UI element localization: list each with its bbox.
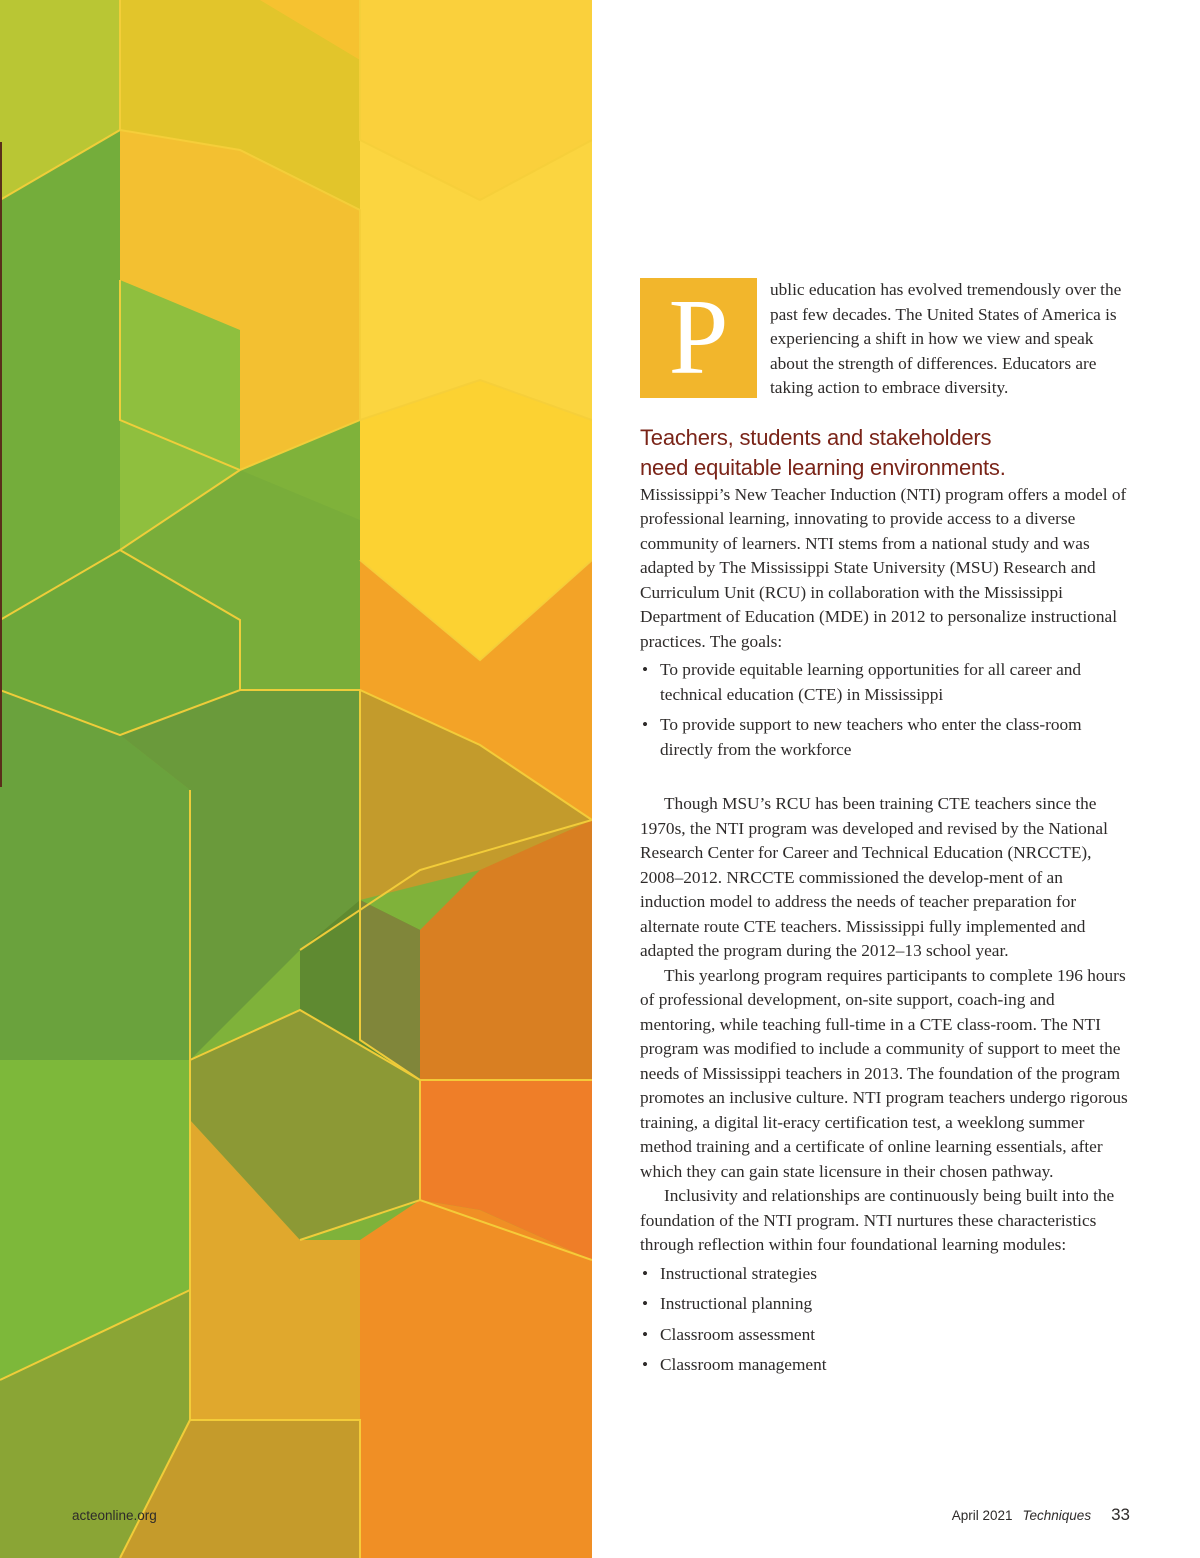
body-paragraph-3: This yearlong program requires participants to complete 196 hours of professional development, on-site support, coach-ing and mentoring, while teaching full-time in a CTE class-room. The NTI program was modified to include a community of support to meet the needs of Mississippi teachers in 2013. The foundation of the program promotes an inclusive culture. NTI program teachers undergo rigorous training, a digital lit-eracy certification test, a weeklong summer method training and a certificate of online learning essentials, after which they can gain state licensure in their chosen pathway. <box>640 965 1128 1181</box>
modules-list <box>640 1262 1130 1378</box>
body-paragraph-4: Inclusivity and relationships are continuously being built into the foundation of the NTI program. NTI nurtures these characteristics through reflection within four foundational learning modules: <box>640 1186 1115 1254</box>
intro-paragraph: ublic education has evolved tremendously over the past few decades. The United States of America is experiencing a shift in how we view and speak about the strength of differences. Educators are taking action to embrace diversity. <box>770 280 1122 397</box>
footer-magazine-name: Techniques <box>1022 1508 1092 1523</box>
body-paragraph-1: Mississippi’s New Teacher Induction (NTI) program offers a model of professional learning, innovating to provide access to a diverse community of learners. NTI stems from a national study and was adapted by The Mississippi State University (MSU) Research and Curriculum Unit (RCU) in collaboration with the Mississippi Department of Education (MDE) in 2012 to personalize instructional practices. The goals: <box>640 484 1127 651</box>
section-heading <box>640 423 1130 483</box>
list-item: • Instructional planning <box>640 1292 1130 1317</box>
section-heading-line-1: Teachers, students and stakeholders <box>640 424 992 450</box>
list-item: • Classroom management <box>640 1353 1130 1378</box>
list-item: • To provide equitable learning opportunities for all career and technical education (CTE) in Mississippi <box>640 658 1130 707</box>
decorative-geometric-artwork <box>0 0 592 1558</box>
page-number: 33 <box>1111 1505 1130 1524</box>
footer-website: acteonline.org <box>72 1508 157 1523</box>
body-paragraph-2: Though MSU’s RCU has been training CTE teachers since the 1970s, the NTI program was developed and revised by the National Research Center for Career and Technical Education (NRCCTE), 2008–2012. NRCCTE commissioned the develop-ment of an induction model to address the needs of teacher preparation for alternate route CTE teachers. Mississippi fully implemented and adapted the program during the 2012–13 school year. <box>640 794 1108 960</box>
footer-folio <box>952 1505 1130 1525</box>
drop-cap-letter: P <box>668 278 729 397</box>
list-item: • Instructional strategies <box>640 1262 1130 1287</box>
section-heading-line-2: need equitable learning environments. <box>640 454 1006 480</box>
goals-list <box>640 658 1130 762</box>
drop-cap <box>640 278 757 398</box>
list-item: • To provide support to new teachers who enter the class-room directly from the workforce <box>640 713 1130 762</box>
footer-issue-date: April 2021 <box>951 1508 1013 1523</box>
list-item: • Classroom assessment <box>640 1323 1130 1348</box>
article-column <box>640 278 1130 1384</box>
